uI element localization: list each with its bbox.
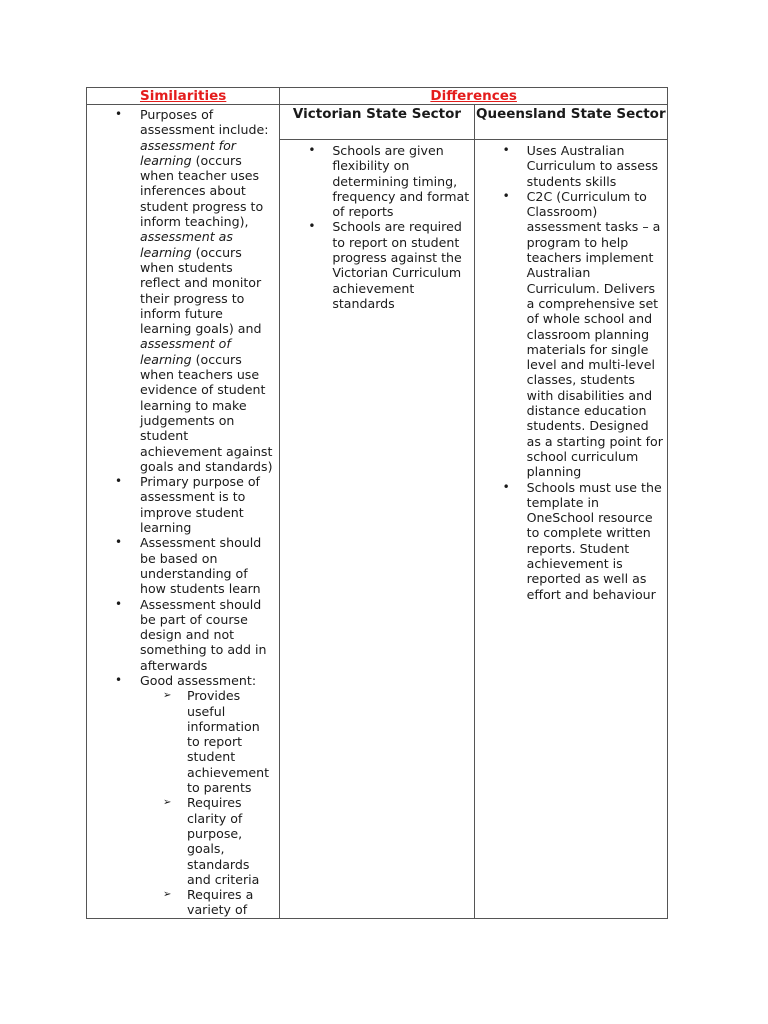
content-row [87, 105, 668, 140]
queensland-cell [474, 140, 667, 919]
good-assessment-sublist [140, 688, 273, 917]
queensland-header: Queensland State Sector [474, 105, 667, 140]
similarities-header: Similarities [87, 88, 280, 105]
victorian-cell [280, 140, 474, 919]
list-item: • C2C (Curriculum to Classroom) assessment tasks – a program to help teachers implement Australian Curriculum. Delivers a comprehensive set of whole school and classroom planning materials for single level and multi-level classes, students with disabilities and distance education students. Designed as a starting point for school curriculum planning [475, 189, 663, 480]
list-item: • Uses Australian Curriculum to assess students skills [475, 143, 663, 189]
list-item: • Purposes of assessment include: assessment for learning (occurs when teacher uses inferences about student progress to inform teaching), assessment as learning (occurs when students reflect and monitor their progress to inform future learning goals) and assessment of learning (occurs when teachers use evidence of student learning to make judgements on student achievement against goals and standards) [87, 107, 273, 474]
header-row [87, 88, 668, 105]
queensland-list [475, 143, 667, 602]
similarities-list [87, 107, 279, 918]
victorian-header: Victorian State Sector [280, 105, 474, 140]
differences-header: Differences [280, 88, 668, 105]
sub-list-item: ➢ Requires a variety of [140, 887, 273, 918]
list-item: • Schools are given flexibility on determining timing, frequency and format of reports [280, 143, 469, 219]
sub-list-item: ➢ Requires clarity of purpose, goals, standards and criteria [140, 795, 273, 887]
list-item: • Good assessment: ➢ Provides useful information to report student achievement to parents ➢ Requires clarity of purpose, goals, standards and criteria ➢ Requires a variety of [87, 673, 273, 918]
sub-list-item: ➢ Provides useful information to report student achievement to parents [140, 688, 273, 795]
list-item: • Schools are required to report on student progress against the Victorian Curriculum achievement standards [280, 219, 469, 311]
list-item: • Primary purpose of assessment is to improve student learning [87, 474, 273, 535]
similarities-cell [87, 105, 280, 919]
list-item: • Schools must use the template in OneSchool resource to complete written reports. Student achievement is reported as well as effort and behaviour [475, 480, 663, 602]
list-item: • Assessment should be based on understanding of how students learn [87, 535, 273, 596]
list-item: • Assessment should be part of course design and not something to add in afterwards [87, 597, 273, 673]
comparison-table [86, 87, 668, 919]
victorian-list [280, 143, 473, 311]
